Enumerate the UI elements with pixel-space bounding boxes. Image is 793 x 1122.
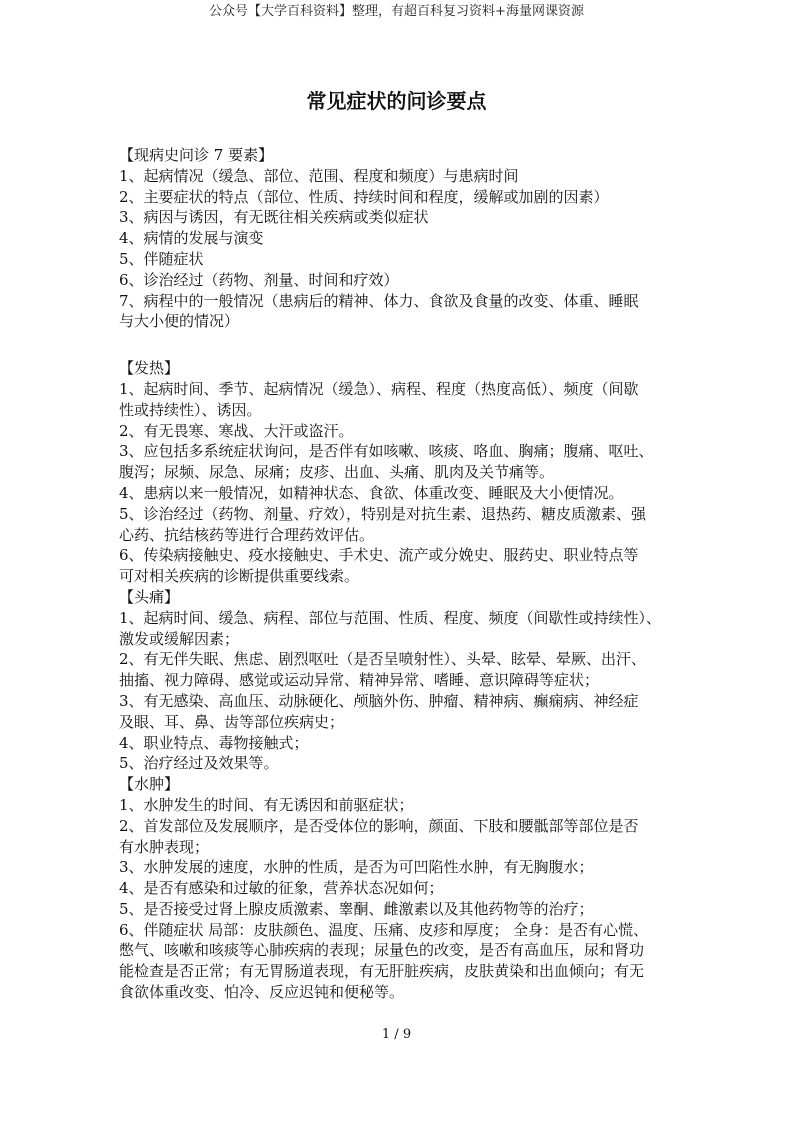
text-line: 2、有无畏寒、寒战、大汗或盗汗。 [119, 421, 354, 440]
text-line: 与大小便的情况） [119, 312, 240, 331]
text-line: 7、病程中的一般情况（患病后的精神、体力、食欲及食量的改变、体重、睡眠 [119, 291, 639, 310]
document-body [119, 145, 689, 1003]
text-line: 激发或缓解因素； [119, 629, 240, 648]
text-line: 有水肿表现； [119, 837, 210, 856]
text-line: 1、起病时间、缓急、病程、部位与范围、性质、程度、频度（间歇性或持续性）、 [119, 608, 662, 627]
section-edema [119, 774, 689, 1003]
section-heading: 【发热】 [119, 359, 180, 378]
text-line: 4、是否有感染和过敏的征象，营养状态况如何； [119, 879, 444, 898]
blank-gap [119, 332, 689, 358]
text-line: 腹泻；尿频、尿急、尿痛；皮疹、出血、头痛、肌肉及关节痛等。 [119, 463, 555, 482]
text-line: 3、应包括多系统症状询问，是否伴有如咳嗽、咳痰、咯血、胸痛；腹痛、呕吐、 [119, 442, 654, 461]
page-header: 公众号【大学百科资料】整理，有超百科复习资料+海量网课资源 [209, 4, 584, 19]
text-line: 能检查是否正常；有无胃肠道表现，有无肝脏疾病，皮肤黄染和出血倾向；有无 [119, 962, 645, 981]
text-line: 5、治疗经过及效果等。 [119, 754, 279, 773]
text-line: 2、主要症状的特点（部位、性质、持续时间和程度，缓解或加剧的因素） [119, 187, 609, 206]
text-line: 3、有无感染、高血压、动脉硬化、颅脑外伤、肿瘤、精神病、癫痫病、神经症 [119, 691, 639, 710]
text-line: 4、病情的发展与演变 [119, 229, 264, 248]
text-line: 3、水肿发展的速度，水肿的性质，是否为可凹陷性水肿，有无胸腹水； [119, 858, 594, 877]
section-heading: 【头痛】 [119, 587, 180, 606]
section-heading: 【水肿】 [119, 775, 180, 794]
page-number: 1 / 9 [381, 1027, 412, 1042]
text-line: 食欲体重改变、怕冷、反应迟钝和便秘等。 [119, 983, 405, 1002]
section-headache [119, 587, 689, 774]
text-line: 性或持续性）、诱因。 [119, 400, 262, 419]
text-line: 4、患病以来一般情况，如精神状态、食欲、体重改变、睡眠及大小便情况。 [119, 483, 624, 502]
text-line: 5、诊治经过（药物、剂量、疗效），特别是对抗生素、退热药、糖皮质激素、强 [119, 504, 647, 523]
section-heading: 【现病史问诊 7 要素】 [119, 146, 274, 164]
text-line: 可对相关疾病的诊断提供重要线索。 [119, 567, 360, 586]
section-fever [119, 358, 689, 587]
text-line: 1、起病情况（缓急、部位、范围、程度和频度）与患病时间 [119, 166, 519, 185]
text-line: 抽搐、视力障碍、感觉或运动异常、精神异常、嗜睡、意识障碍等症状； [119, 671, 600, 690]
text-line: 1、水肿发生的时间、有无诱因和前驱症状； [119, 795, 414, 814]
text-line: 6、传染病接触史、疫水接触史、手术史、流产或分娩史、服药史、职业特点等 [119, 546, 639, 565]
text-line: 憋气、咳嗽和咳痰等心肺疾病的表现；尿量色的改变，是否有高血压，尿和肾功 [119, 941, 645, 960]
text-line: 1、起病时间、季节、起病情况（缓急）、病程、程度（热度高低）、频度（间歇 [119, 379, 639, 398]
text-line: 5、是否接受过肾上腺皮质激素、睾酮、雌激素以及其他药物等的治疗； [119, 899, 594, 918]
text-line: 及眼、耳、鼻、齿等部位疾病史； [119, 712, 345, 731]
text-line: 2、首发部位及发展顺序，是否受体位的影响，颜面、下肢和腰骶部等部位是否 [119, 816, 639, 835]
text-line: 6、诊治经过（药物、剂量、时间和疗效） [119, 270, 399, 289]
text-line: 心药、抗结核药等进行合理药效评估。 [119, 525, 375, 544]
document-title: 常见症状的问诊要点 [306, 89, 487, 113]
text-line: 5、伴随症状 [119, 249, 204, 268]
text-line: 6、伴随症状 局部：皮肤颜色、温度、压痛、皮疹和厚度； 全身：是否有心慌、 [119, 920, 649, 939]
section-present-illness [119, 145, 689, 332]
text-line: 2、有无伴失眠、焦虑、剧烈呕吐（是否呈喷射性）、头晕、眩晕、晕厥、出汗、 [119, 650, 647, 669]
text-line: 4、职业特点、毒物接触式； [119, 733, 309, 752]
text-line: 3、病因与诱因，有无既往相关疾病或类似症状 [119, 208, 429, 227]
